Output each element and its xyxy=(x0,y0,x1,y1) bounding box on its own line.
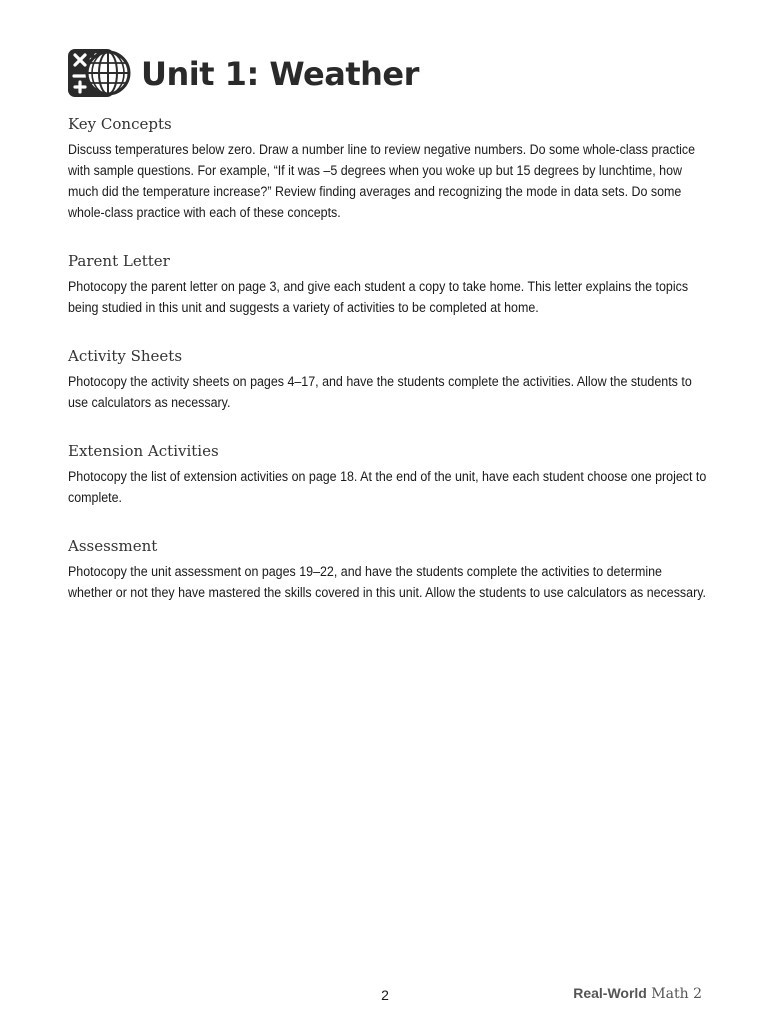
section-assessment xyxy=(68,536,708,603)
book-title-rest: Math 2 xyxy=(646,986,702,1002)
section-body: Photocopy the activity sheets on pages 4–17, and have the students complete the activities. Allow the students to use calculators as necessary. xyxy=(68,374,692,410)
section-body: Discuss temperatures below zero. Draw a number line to review negative numbers. Do some whole-class practice with sample questions. For example, “If it was –5 degrees when you woke up but 15 degrees by lunchtime, how much did the temperature increase?” Review finding averages and recognizing the mode in data sets. Do some whole-class practice with each of these concepts. xyxy=(68,142,696,220)
section-heading: Key Concepts xyxy=(68,115,172,133)
book-title xyxy=(573,985,702,1002)
section-extension-activities xyxy=(68,441,708,508)
book-title-bold: Real-World xyxy=(573,985,647,1001)
math-globe-icon xyxy=(67,45,131,99)
section-body: Photocopy the parent letter on page 3, and give each student a copy to take home. This letter explains the topics being studied in this unit and suggests a variety of activities to be completed at home. xyxy=(68,279,689,315)
page-title: Unit 1: Weather xyxy=(141,55,419,93)
section-activity-sheets xyxy=(68,346,708,413)
section-body: Photocopy the unit assessment on pages 19–22, and have the students complete the activities to determine whether or not they have mastered the skills covered in this unit. Allow the students to use calculators as necessary. xyxy=(68,564,706,600)
page-content xyxy=(68,114,708,631)
section-parent-letter xyxy=(68,251,708,318)
section-heading: Parent Letter xyxy=(68,252,170,270)
section-key-concepts xyxy=(68,114,708,223)
section-heading: Assessment xyxy=(68,537,158,555)
section-heading: Extension Activities xyxy=(68,442,219,460)
page-number: 2 xyxy=(381,987,389,1003)
page-header xyxy=(67,44,419,100)
section-body: Photocopy the list of extension activities on page 18. At the end of the unit, have each student choose one project to complete. xyxy=(68,469,707,505)
section-heading: Activity Sheets xyxy=(68,347,183,365)
